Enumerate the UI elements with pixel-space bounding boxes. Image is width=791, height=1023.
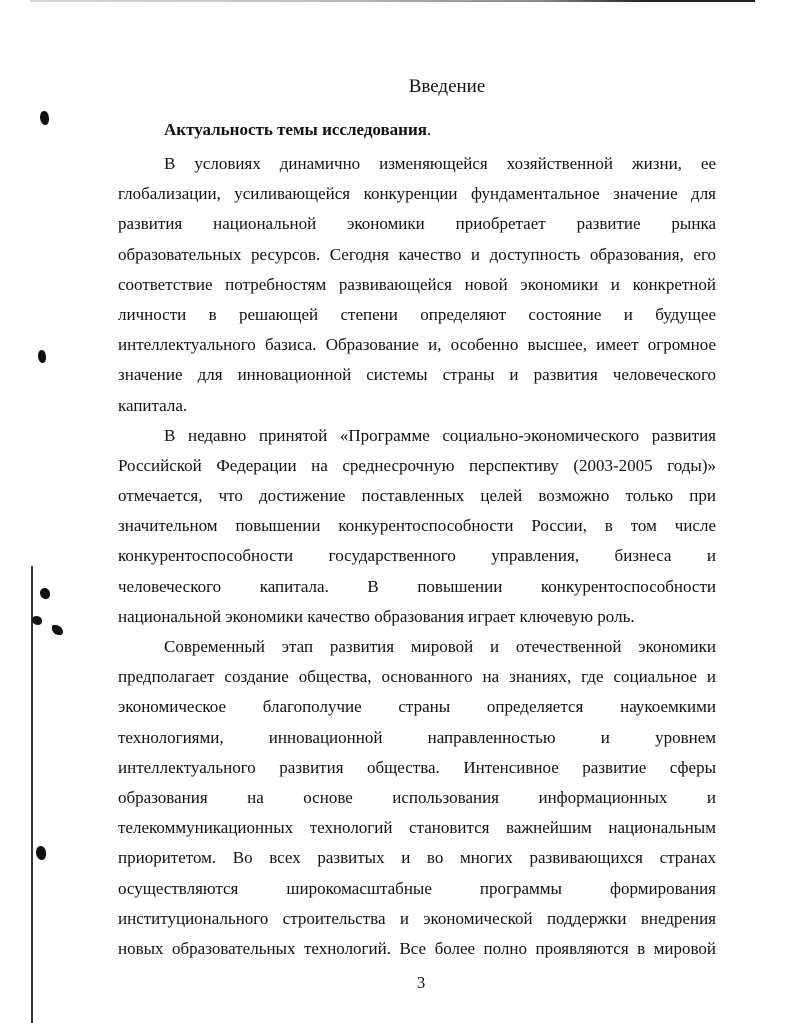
ink-blot-icon bbox=[38, 350, 46, 363]
text-line: отмечается, что достижение поставленных целей возможно только при bbox=[118, 486, 716, 506]
text-line: телекоммуникационных технологий становится важнейшим национальным bbox=[118, 818, 716, 838]
text-line: конкурентоспособности государственного управления, бизнеса и bbox=[118, 546, 716, 566]
scan-left-edge bbox=[31, 566, 33, 1023]
text-line: значение для инновационной системы страны и развития человеческого bbox=[118, 365, 716, 385]
ink-blot-icon bbox=[40, 111, 49, 125]
text-line: предполагает создание общества, основанного на знаниях, где социальное и bbox=[118, 667, 716, 687]
text-line: осуществляются широкомасштабные программы формирования bbox=[118, 878, 716, 898]
text-line: соответствие потребностям развивающейся новой экономики и конкретной bbox=[118, 274, 716, 294]
scan-top-edge bbox=[30, 0, 755, 2]
text-line: технологиями, инновационной направленностью и уровнем bbox=[118, 727, 716, 747]
paragraph-1 bbox=[118, 149, 716, 421]
text-line: приоритетом. Во всех развитых и во многих развивающихся странах bbox=[118, 848, 716, 868]
page-number: 3 bbox=[416, 973, 426, 992]
ink-blot-icon bbox=[32, 616, 42, 625]
ink-blot-icon bbox=[36, 846, 46, 860]
subsection-heading-text: Актуальность темы исследования bbox=[164, 120, 427, 139]
subsection-heading bbox=[164, 120, 431, 140]
text-line: значительном повышении конкурентоспособности России, в том числе bbox=[118, 516, 716, 536]
paragraph-2 bbox=[118, 421, 716, 632]
text-line: человеческого капитала. В повышении конкурентоспособности bbox=[118, 576, 716, 596]
text-line: В условиях динамично изменяющейся хозяйственной жизни, ее bbox=[164, 154, 716, 173]
text-line: образовательных ресурсов. Сегодня качество и доступность образования, его bbox=[118, 244, 716, 264]
text-line: новых образовательных технологий. Все более полно проявляются в мировой bbox=[118, 938, 716, 958]
paragraph-3 bbox=[118, 632, 716, 964]
text-line: В недавно принятой «Программе социально-экономического развития bbox=[164, 425, 716, 445]
text-line: интеллектуального базиса. Образование и, особенно высшее, имеет огромное bbox=[118, 335, 716, 355]
text-line: Российской Федерации на среднесрочную перспективу (2003-2005 годы)» bbox=[118, 455, 716, 475]
text-line: образования на основе использования информационных и bbox=[118, 787, 716, 807]
body-text bbox=[118, 149, 716, 964]
text-line: глобализации, усиливающейся конкуренции фундаментальное значение для bbox=[118, 184, 716, 204]
text-line: институционального строительства и экономической поддержки внедрения bbox=[118, 908, 716, 928]
text-line: Современный этап развития мировой и отечественной экономики bbox=[164, 637, 716, 656]
text-line: развития национальной экономики приобретает развитие рынка bbox=[118, 214, 716, 234]
section-heading: Введение bbox=[408, 76, 486, 97]
ink-blot-icon bbox=[52, 625, 63, 635]
text-line: капитала. bbox=[118, 395, 188, 415]
text-line: национальной экономики качество образования играет ключевую роль. bbox=[118, 606, 635, 626]
ink-blot-icon bbox=[40, 588, 50, 599]
text-line: экономическое благополучие страны определяется наукоемкими bbox=[118, 697, 716, 717]
subsection-heading-punct: . bbox=[426, 120, 432, 139]
text-line: интеллектуального развития общества. Интенсивное развитие сферы bbox=[118, 757, 716, 777]
text-line: личности в решающей степени определяют состояние и будущее bbox=[118, 304, 716, 324]
